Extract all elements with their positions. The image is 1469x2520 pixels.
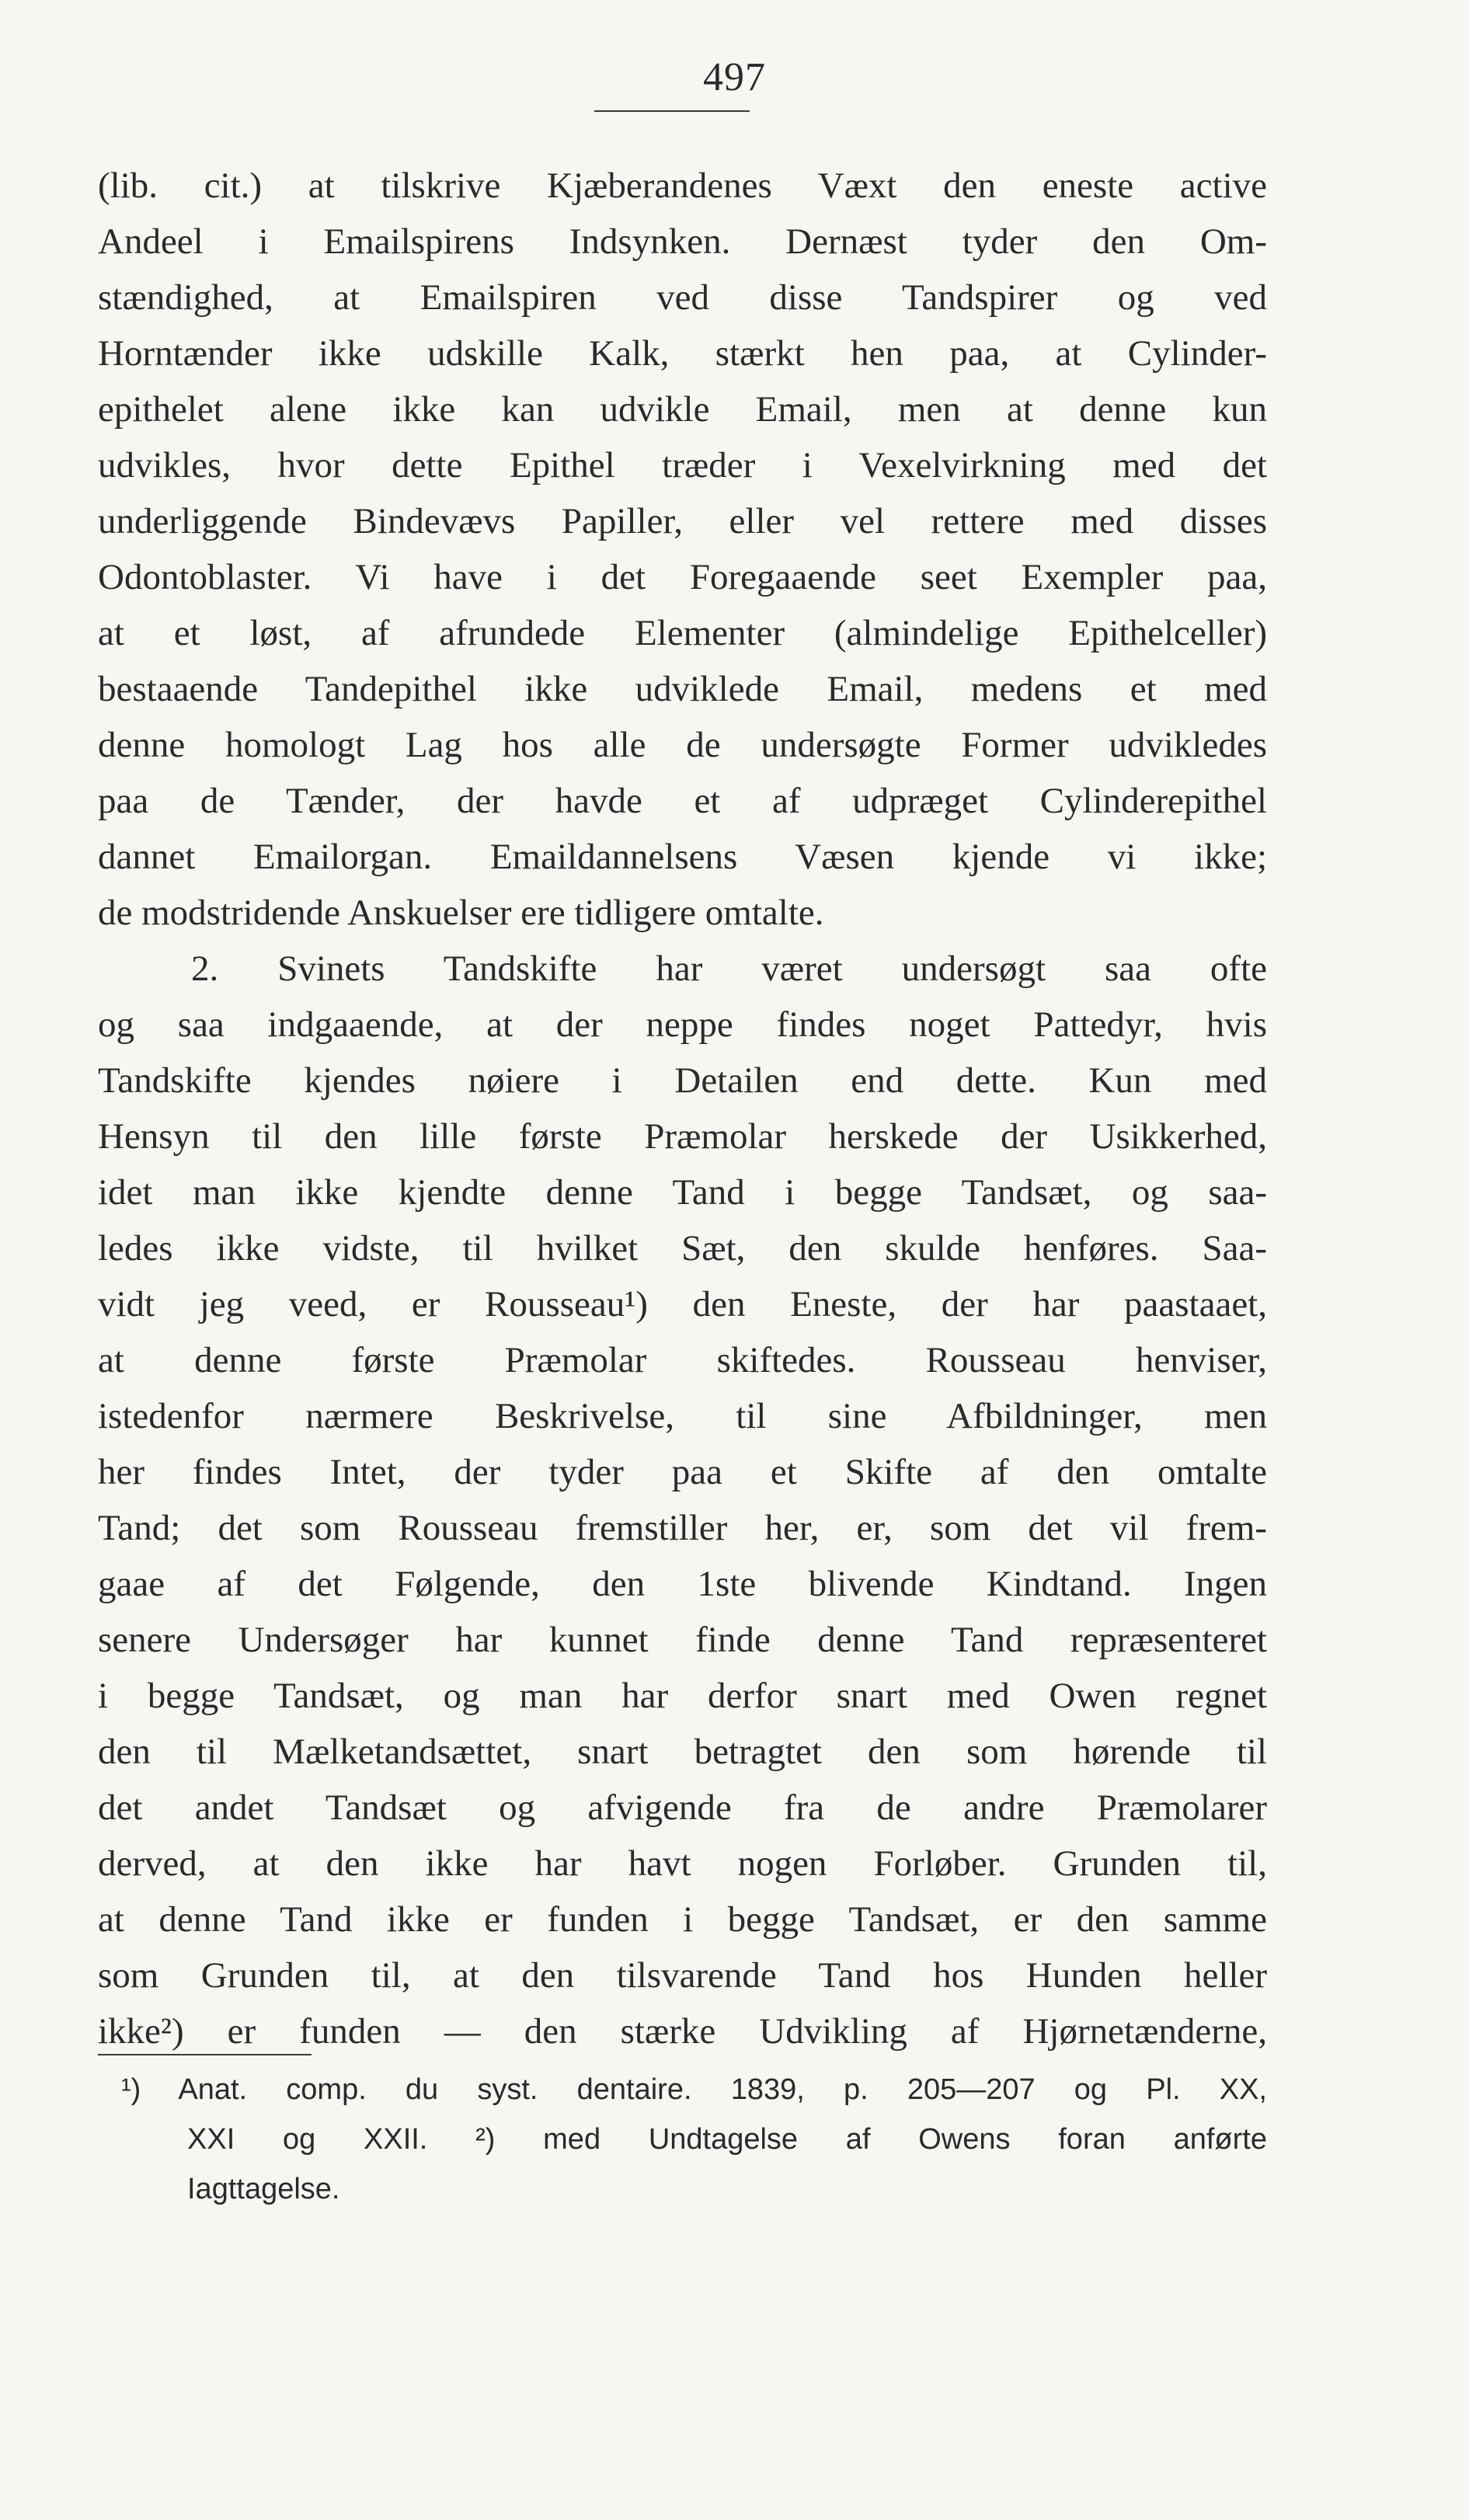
text-line: idet man ikke kjendte denne Tand i begge Tandsæt, og saa-: [98, 1172, 1267, 1213]
text-line: Odontoblaster. Vi have i det Foregaaende seet Exempler paa,: [98, 557, 1267, 597]
text-line: som Grunden til, at den tilsvarende Tand hos Hunden heller: [98, 1955, 1267, 1996]
footnote-line: XXI og XXII. ²) med Undtagelse af Owens foran anførte: [187, 2123, 1267, 2156]
text-line: dannet Emailorgan. Emaildannelsens Væsen kjende vi ikke;: [98, 837, 1267, 877]
text-line: det andet Tandsæt og afvigende fra de andre Præmolarer: [98, 1787, 1267, 1828]
text-line: her findes Intet, der tyder paa et Skifte af den omtalte: [98, 1452, 1267, 1492]
text-line: epithelet alene ikke kan udvikle Email, men at denne kun: [98, 389, 1267, 430]
text-line: Andeel i Emailspirens Indsynken. Dernæst tyder den Om-: [98, 221, 1267, 262]
text-line: denne homologt Lag hos alle de undersøgte Former udvikledes: [98, 725, 1267, 765]
footnote-line: Iagttagelse.: [187, 2173, 340, 2205]
page-number: 497: [703, 55, 766, 99]
text-line: stændighed, at Emailspiren ved disse Tandspirer og ved: [98, 277, 1267, 318]
footnote-line: ¹) Anat. comp. du syst. dentaire. 1839, p. 205—207 og Pl. XX,: [121, 2073, 1267, 2106]
text-line: Tandskifte kjendes nøiere i Detailen end dette. Kun med: [98, 1060, 1267, 1101]
text-line: Horntænder ikke udskille Kalk, stærkt hen paa, at Cylinder-: [98, 333, 1267, 374]
text-line: de modstridende Anskuelser ere tidligere omtalte.: [98, 893, 824, 933]
page-number-rule: [594, 110, 750, 112]
text-line: udvikles, hvor dette Epithel træder i Vexelvirkning med det: [98, 445, 1267, 486]
body-text: [98, 158, 1267, 2059]
text-line: ledes ikke vidste, til hvilket Sæt, den skulde henføres. Saa-: [98, 1228, 1267, 1269]
text-line: derved, at den ikke har havt nogen Forløber. Grunden til,: [98, 1843, 1267, 1884]
text-line: paa de Tænder, der havde et af udpræget Cylinderepithel: [98, 781, 1267, 821]
text-line: den til Mælketandsættet, snart betragtet den som hørende til: [98, 1732, 1267, 1772]
text-line: senere Undersøger har kunnet finde denne Tand repræsenteret: [98, 1620, 1267, 1660]
text-line: og saa indgaaende, at der neppe findes noget Pattedyr, hvis: [98, 1004, 1267, 1045]
text-line: Tand; det som Rousseau fremstiller her, er, som det vil frem-: [98, 1508, 1267, 1548]
text-line: at denne første Præmolar skiftedes. Rousseau henviser,: [98, 1340, 1267, 1380]
text-line: at denne Tand ikke er funden i begge Tandsæt, er den samme: [98, 1899, 1267, 1940]
text-line: gaae af det Følgende, den 1ste blivende Kindtand. Ingen: [98, 1564, 1267, 1604]
text-line: bestaaende Tandepithel ikke udviklede Email, medens et med: [98, 669, 1267, 709]
text-line: istedenfor nærmere Beskrivelse, til sine Afbildninger, men: [98, 1396, 1267, 1436]
text-line: Hensyn til den lille første Præmolar herskede der Usikkerhed,: [98, 1116, 1267, 1157]
text-line: underliggende Bindevævs Papiller, eller vel rettere med disses: [98, 501, 1267, 541]
text-line: vidt jeg veed, er Rousseau¹) den Eneste, der har paastaaet,: [98, 1284, 1267, 1324]
footnote-divider: [98, 2054, 312, 2055]
text-line: (lib. cit.) at tilskrive Kjæberandenes Væxt den eneste active: [98, 165, 1267, 206]
text-line: ikke²) er funden — den stærke Udvikling af Hjørnetænderne,: [98, 2011, 1267, 2052]
text-line: at et løst, af afrundede Elementer (almindelige Epithelceller): [98, 613, 1267, 653]
footnotes: [98, 2065, 1267, 2214]
text-line: i begge Tandsæt, og man har derfor snart med Owen regnet: [98, 1676, 1267, 1716]
section-heading-line: 2. Svinets Tandskifte har været undersøgt saa ofte: [191, 948, 1267, 989]
